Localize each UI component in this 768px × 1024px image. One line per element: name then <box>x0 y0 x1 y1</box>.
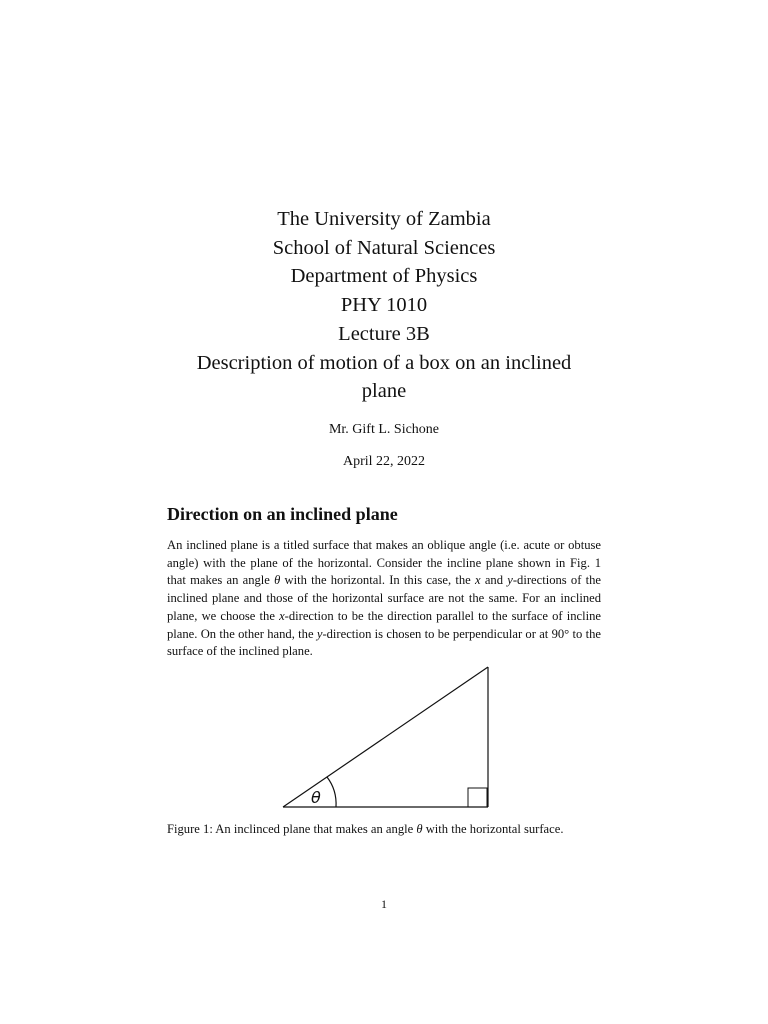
figure-caption <box>167 822 607 837</box>
x-symbol: x <box>475 573 481 588</box>
angle-arc <box>327 777 336 807</box>
theta-symbol: θ <box>274 573 281 588</box>
para-text-2: with the horizontal. In this case, the <box>280 573 475 588</box>
para-text-3: and <box>480 573 508 588</box>
caption-text-start: Figure 1: An inclinced plane that makes an angle <box>167 822 417 836</box>
caption-text-end: with the horizontal surface. <box>422 822 564 836</box>
y-symbol: y <box>507 573 513 588</box>
y-symbol-2: y <box>316 626 323 641</box>
body-paragraph <box>167 537 601 661</box>
inclined-plane-figure <box>270 660 500 820</box>
para-text-5: -direction to be the direction parallel to the surface of incline plane. On the other hand, the <box>167 608 601 641</box>
right-angle-marker <box>468 788 487 807</box>
title-line-university: The University of Zambia <box>277 208 491 230</box>
title-line-topic: Description of motion of a box on an inclined <box>196 351 572 374</box>
section-heading: Direction on an inclined plane <box>167 504 398 524</box>
title-line-lecture: Lecture 3B <box>338 322 430 345</box>
para-text-4: -directions of the inclined plane and those of the horizontal surface are not the same. For an inclined plane, we choose the <box>167 573 602 623</box>
date: April 22, 2022 <box>342 454 426 469</box>
author: Mr. Gift L. Sichone <box>328 422 440 437</box>
document-title <box>0 205 768 406</box>
title-line-topic-cont: plane <box>361 380 407 403</box>
para-text-1: An inclined plane is a titled surface that makes an oblique angle (i.e. acute or obtuse angle) with the plane of the horizontal. Consider the incline plane shown in Fig. 1 that makes an angle <box>167 538 601 588</box>
x-symbol-2: x <box>279 608 285 623</box>
title-line-school: School of Natural Sciences <box>272 236 496 259</box>
caption-theta: θ <box>416 822 423 836</box>
angle-theta-label: θ <box>311 788 321 807</box>
page-number: 1 <box>381 897 387 911</box>
title-line-department: Department of Physics <box>290 265 478 288</box>
title-line-course: PHY 1010 <box>340 294 428 317</box>
incline-hypotenuse <box>283 667 488 807</box>
para-text-6: -direction is chosen to be perpendicular or at 90° to the surface of the inclined plane. <box>167 626 601 659</box>
